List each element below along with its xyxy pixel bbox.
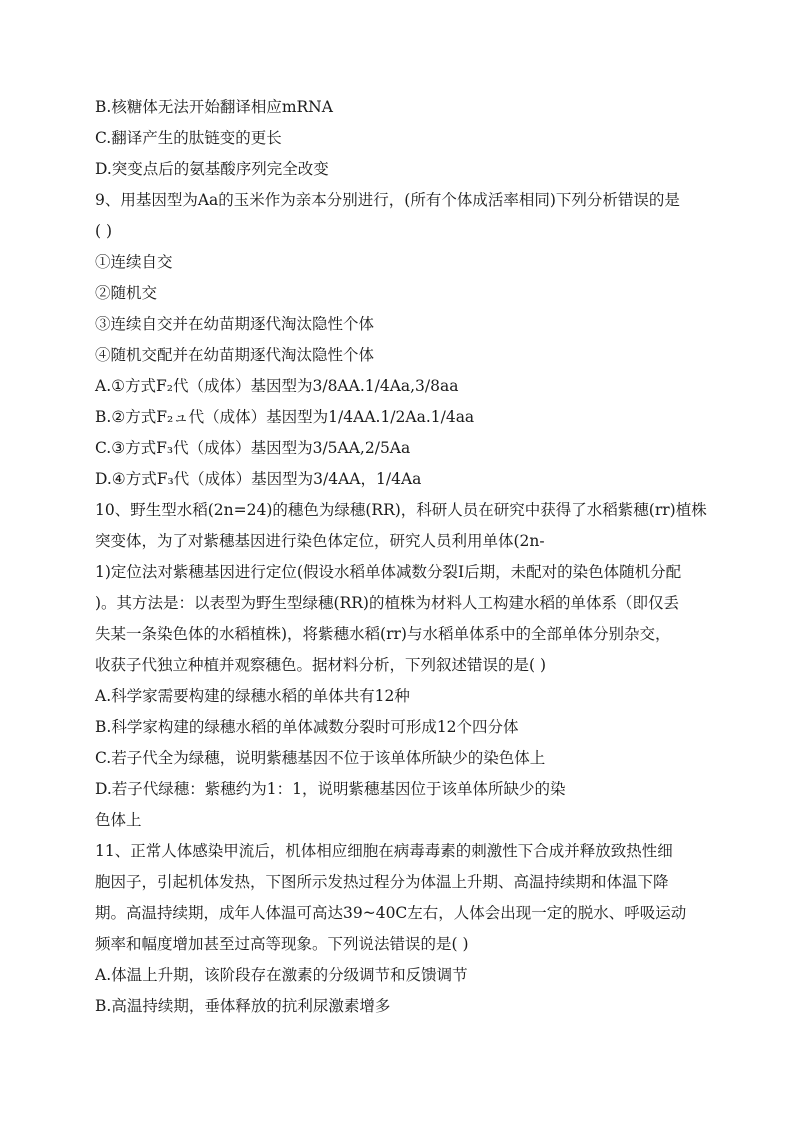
question-9-item-3: ③连续自交并在幼苗期逐代淘汰隐性个体 xyxy=(95,315,375,333)
question-10-stem-4: )。其方法是：以表型为野生型绿穗(RR)的植株为材料人工构建水稻的单体系（即仅丢 xyxy=(95,594,679,612)
option-10c: C.若子代全为绿穗，说明紫穗基因不位于该单体所缺少的染色体上 xyxy=(95,749,546,767)
option-9d: D.④方式F₃代（成体）基因型为3/4AA，1/4Aa xyxy=(95,470,422,488)
option-10d-cont: 色体上 xyxy=(95,811,142,829)
option-8c: C.翻译产生的肽链变的更长 xyxy=(95,129,282,147)
option-11b: B.高温持续期，垂体释放的抗利尿激素增多 xyxy=(95,997,391,1015)
question-10-stem-6: 收获子代独立种植并观察穗色。据材料分析，下列叙述错误的是( ) xyxy=(95,656,547,674)
option-10b: B.科学家构建的绿穗水稻的单体减数分裂时可形成12个四分体 xyxy=(95,718,519,736)
question-9-item-2: ②随机交 xyxy=(95,284,158,302)
question-10-stem-2: 突变体，为了对紫穗基因进行染色体定位，研究人员利用单体(2n- xyxy=(95,532,545,550)
question-9-item-1: ①连续自交 xyxy=(95,253,173,271)
question-9-item-4: ④随机交配并在幼苗期逐代淘汰隐性个体 xyxy=(95,346,375,364)
option-9b: B.②方式F₂ュ代（成体）基因型为1/4AA.1/2Aa.1/4aa xyxy=(95,408,475,426)
question-11-stem-2: 胞因子，引起机体发热，下图所示发热过程分为体温上升期、高温持续期和体温下降 xyxy=(95,873,669,891)
option-9a: A.①方式F₂代（成体）基因型为3/8AA.1/4Aa,3/8aa xyxy=(95,377,459,395)
option-11a: A.体温上升期，该阶段存在激素的分级调节和反馈调节 xyxy=(95,966,468,984)
question-10-stem-5: 失某一条染色体的水稻植株)，将紫穗水稻(rr)与水稻单体系中的全部单体分别杂交， xyxy=(95,625,671,643)
question-11-stem-3: 期。高温持续期，成年人体温可高达39~40C左右，人体会出现一定的脱水、呼吸运动 xyxy=(95,904,687,922)
question-9-stem: 9、用基因型为Aa的玉米作为亲本分别进行，(所有个体成活率相同)下列分析错误的是 xyxy=(95,191,680,209)
option-8b: B.核糖体无法开始翻译相应mRNA xyxy=(95,98,333,116)
question-10-stem-1: 10、野生型水稻(2n=24)的穗色为绿穗(RR)，科研人员在研究中获得了水稻紫穗(rr)植株 xyxy=(95,501,707,519)
question-11-stem-4: 频率和幅度增加甚至过高等现象。下列说法错误的是( ) xyxy=(95,935,469,953)
option-10d: D.若子代绿穗：紫穗约为1：1，说明紫穗基因位于该单体所缺少的染 xyxy=(95,780,566,798)
option-10a: A.科学家需要构建的绿穗水稻的单体共有12种 xyxy=(95,687,410,705)
option-9c: C.③方式F₃代（成体）基因型为3/5AA,2/5Aa xyxy=(95,439,411,457)
option-8d: D.突变点后的氨基酸序列完全改变 xyxy=(95,160,329,178)
question-10-stem-3: 1)定位法对紫穗基因进行定位(假设水稻单体减数分裂I后期，未配对的染色体随机分配 xyxy=(95,563,682,581)
question-11-stem-1: 11、正常人体感染甲流后，机体相应细胞在病毒毒素的刺激性下合成并释放致热性细 xyxy=(95,842,673,860)
question-9-blank: ( ) xyxy=(95,222,113,240)
